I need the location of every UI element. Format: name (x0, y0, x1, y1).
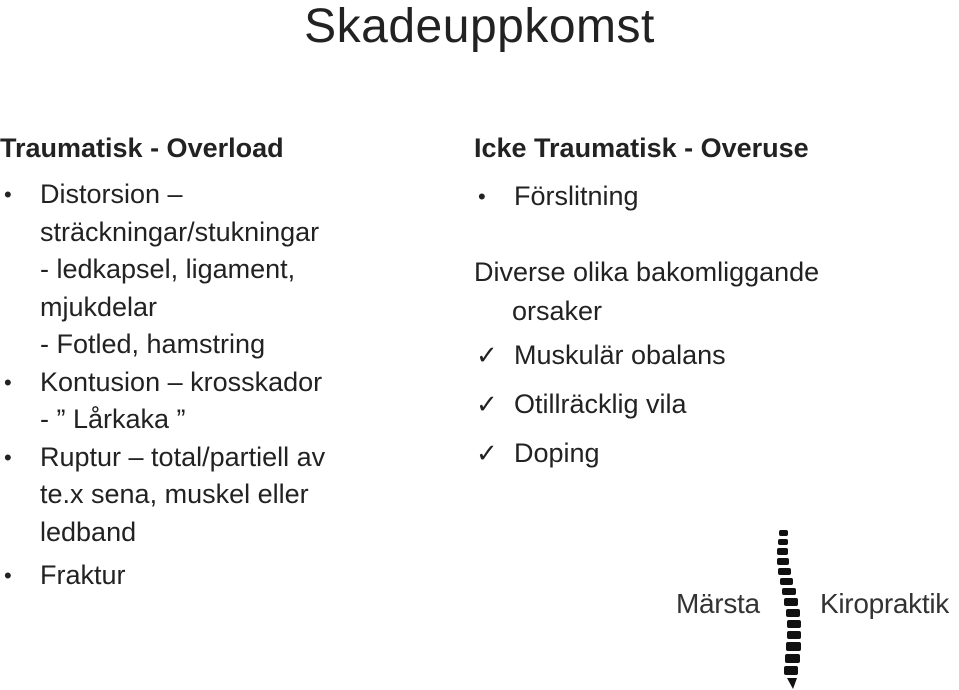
checkmark-icon: ✓ (476, 437, 498, 468)
right-column (474, 128, 959, 478)
bullet-ruptur: • Ruptur – total/partiell av te.x sena, muskel eller ledband (0, 439, 470, 552)
bullet-forslitning: • Förslitning (474, 178, 959, 216)
right-heading: Icke Traumatisk - Overuse (474, 133, 809, 163)
checkmark-icon: ✓ (476, 388, 498, 419)
bullet-dot-icon: • (4, 369, 12, 395)
logo-left-word: Märsta (676, 588, 760, 619)
logo-right-word: Kiropraktik (820, 588, 949, 619)
marsta-kiropraktik-logo (672, 528, 959, 690)
bullet-dot-icon: • (4, 182, 12, 207)
causes-paragraph: Diverse olika bakomliggande orsaker (474, 256, 820, 326)
left-heading: Traumatisk - Overload (0, 133, 284, 163)
bullet-dot-icon: • (478, 184, 486, 209)
spine-icon (765, 528, 815, 690)
bullet-dot-icon: • (4, 444, 12, 470)
bullet-distorsion: • Distorsion – sträckningar/stukningar - ledkapsel, ligament, mjukdelar - Fotled, hamstring (0, 176, 470, 364)
left-column (0, 128, 470, 595)
check-item: ✓ Otillräcklig vila (474, 380, 959, 429)
slide-title: Skadeuppkomst (304, 0, 655, 53)
bullet-dot-icon: • (4, 563, 12, 588)
checkmark-icon: ✓ (476, 339, 498, 370)
bullet-fraktur: • Fraktur (0, 557, 470, 595)
check-item: ✓ Doping (474, 429, 959, 478)
bullet-kontusion: • Kontusion – krosskador - ” Lårkaka ” (0, 364, 470, 439)
check-item: ✓ Muskulär obalans (474, 331, 959, 380)
